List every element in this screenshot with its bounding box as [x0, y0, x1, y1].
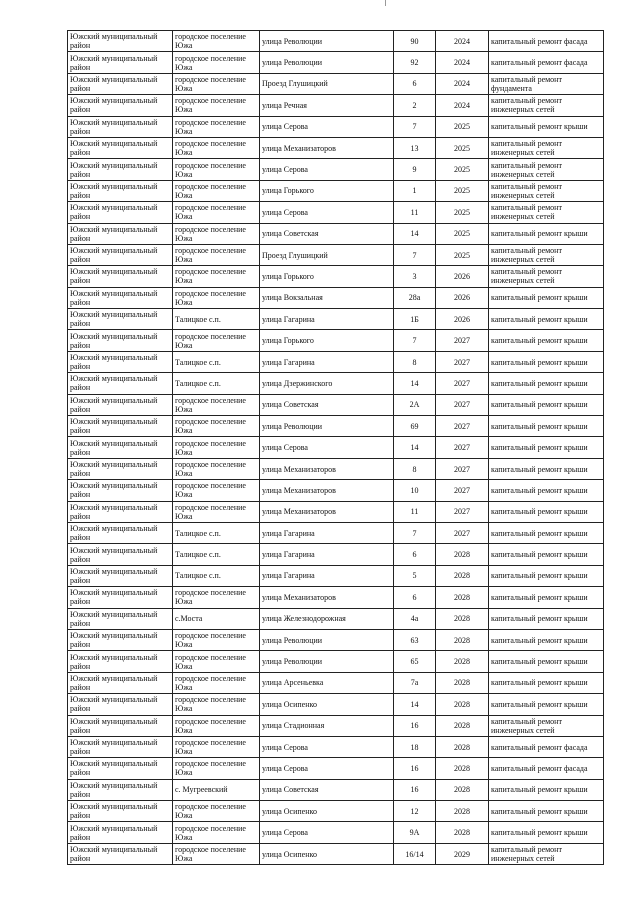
work-type-cell: капитальный ремонт крыши	[489, 672, 604, 693]
year-cell: 2028	[436, 651, 489, 672]
house-number-cell: 4а	[394, 608, 436, 629]
work-type-cell: капитальный ремонт инженерных сетей	[489, 180, 604, 201]
house-number-cell: 63	[394, 629, 436, 650]
house-number-cell: 1	[394, 180, 436, 201]
district-cell: Южский муниципальный район	[68, 202, 173, 223]
year-cell: 2024	[436, 52, 489, 73]
work-type-cell: капитальный ремонт крыши	[489, 779, 604, 800]
settlement-cell: Талицкое с.п.	[173, 351, 260, 372]
street-cell: улица Серова	[260, 159, 394, 180]
district-cell: Южский муниципальный район	[68, 544, 173, 565]
year-cell: 2028	[436, 822, 489, 843]
district-cell: Южский муниципальный район	[68, 736, 173, 757]
settlement-cell: городское поселение Южа	[173, 52, 260, 73]
street-cell: улица Советская	[260, 779, 394, 800]
settlement-cell: Талицкое с.п.	[173, 373, 260, 394]
house-number-cell: 13	[394, 137, 436, 158]
settlement-cell: городское поселение Южа	[173, 715, 260, 736]
street-cell: улица Осипенко	[260, 801, 394, 822]
table-row	[68, 672, 604, 693]
district-cell: Южский муниципальный район	[68, 244, 173, 265]
scan-artifact-mark	[385, 0, 386, 6]
district-cell: Южский муниципальный район	[68, 779, 173, 800]
year-cell: 2028	[436, 694, 489, 715]
street-cell: улица Дзержинского	[260, 373, 394, 394]
house-number-cell: 16	[394, 758, 436, 779]
district-cell: Южский муниципальный район	[68, 758, 173, 779]
street-cell: улица Гагарина	[260, 544, 394, 565]
work-type-cell: капитальный ремонт крыши	[489, 608, 604, 629]
street-cell: улица Гагарина	[260, 522, 394, 543]
work-type-cell: капитальный ремонт крыши	[489, 501, 604, 522]
district-cell: Южский муниципальный район	[68, 52, 173, 73]
work-type-cell: капитальный ремонт крыши	[489, 565, 604, 586]
house-number-cell: 11	[394, 202, 436, 223]
table-row	[68, 587, 604, 608]
table-row	[68, 501, 604, 522]
table-row	[68, 73, 604, 94]
work-type-cell: капитальный ремонт инженерных сетей	[489, 843, 604, 864]
work-type-cell: капитальный ремонт инженерных сетей	[489, 95, 604, 116]
settlement-cell: городское поселение Южа	[173, 73, 260, 94]
house-number-cell: 9А	[394, 822, 436, 843]
district-cell: Южский муниципальный район	[68, 351, 173, 372]
work-type-cell: капитальный ремонт крыши	[489, 437, 604, 458]
district-cell: Южский муниципальный район	[68, 843, 173, 864]
year-cell: 2025	[436, 159, 489, 180]
settlement-cell: городское поселение Южа	[173, 159, 260, 180]
work-type-cell: капитальный ремонт фасада	[489, 758, 604, 779]
table-row	[68, 223, 604, 244]
settlement-cell: городское поселение Южа	[173, 843, 260, 864]
year-cell: 2028	[436, 801, 489, 822]
house-number-cell: 14	[394, 223, 436, 244]
year-cell: 2026	[436, 266, 489, 287]
table-row	[68, 287, 604, 308]
year-cell: 2027	[436, 501, 489, 522]
street-cell: улица Гагарина	[260, 351, 394, 372]
house-number-cell: 6	[394, 73, 436, 94]
settlement-cell: городское поселение Южа	[173, 330, 260, 351]
settlement-cell: городское поселение Южа	[173, 480, 260, 501]
year-cell: 2028	[436, 736, 489, 757]
table-row	[68, 416, 604, 437]
house-number-cell: 6	[394, 587, 436, 608]
house-number-cell: 6	[394, 544, 436, 565]
district-cell: Южский муниципальный район	[68, 180, 173, 201]
settlement-cell: городское поселение Южа	[173, 266, 260, 287]
work-type-cell: капитальный ремонт крыши	[489, 373, 604, 394]
house-number-cell: 11	[394, 501, 436, 522]
settlement-cell: городское поселение Южа	[173, 672, 260, 693]
street-cell: улица Осипенко	[260, 694, 394, 715]
table-row	[68, 373, 604, 394]
house-number-cell: 28а	[394, 287, 436, 308]
house-number-cell: 14	[394, 437, 436, 458]
house-number-cell: 92	[394, 52, 436, 73]
house-number-cell: 16/14	[394, 843, 436, 864]
district-cell: Южский муниципальный район	[68, 416, 173, 437]
year-cell: 2027	[436, 458, 489, 479]
work-type-cell: капитальный ремонт крыши	[489, 694, 604, 715]
year-cell: 2028	[436, 758, 489, 779]
district-cell: Южский муниципальный район	[68, 287, 173, 308]
work-type-cell: капитальный ремонт крыши	[489, 822, 604, 843]
street-cell: улица Революции	[260, 31, 394, 52]
work-type-cell: капитальный ремонт инженерных сетей	[489, 266, 604, 287]
street-cell: улица Железнодорожная	[260, 608, 394, 629]
street-cell: улица Горького	[260, 266, 394, 287]
year-cell: 2027	[436, 351, 489, 372]
work-type-cell: капитальный ремонт крыши	[489, 629, 604, 650]
work-type-cell: капитальный ремонт крыши	[489, 480, 604, 501]
street-cell: улица Горького	[260, 180, 394, 201]
street-cell: улица Советская	[260, 394, 394, 415]
work-type-cell: капитальный ремонт инженерных сетей	[489, 202, 604, 223]
year-cell: 2025	[436, 137, 489, 158]
street-cell: улица Осипенко	[260, 843, 394, 864]
house-number-cell: 69	[394, 416, 436, 437]
year-cell: 2027	[436, 522, 489, 543]
settlement-cell: Талицкое с.п.	[173, 309, 260, 330]
year-cell: 2028	[436, 587, 489, 608]
house-number-cell: 14	[394, 694, 436, 715]
settlement-cell: городское поселение Южа	[173, 287, 260, 308]
street-cell: улица Вокзальная	[260, 287, 394, 308]
table-row	[68, 437, 604, 458]
settlement-cell: городское поселение Южа	[173, 202, 260, 223]
district-cell: Южский муниципальный район	[68, 373, 173, 394]
district-cell: Южский муниципальный район	[68, 608, 173, 629]
street-cell: улица Революции	[260, 416, 394, 437]
street-cell: улица Арсеньевка	[260, 672, 394, 693]
year-cell: 2025	[436, 244, 489, 265]
year-cell: 2026	[436, 287, 489, 308]
district-cell: Южский муниципальный район	[68, 694, 173, 715]
street-cell: улица Механизаторов	[260, 458, 394, 479]
house-number-cell: 7	[394, 522, 436, 543]
year-cell: 2025	[436, 202, 489, 223]
work-type-cell: капитальный ремонт инженерных сетей	[489, 159, 604, 180]
year-cell: 2028	[436, 565, 489, 586]
house-number-cell: 14	[394, 373, 436, 394]
work-type-cell: капитальный ремонт крыши	[489, 544, 604, 565]
work-type-cell: капитальный ремонт фасада	[489, 736, 604, 757]
house-number-cell: 18	[394, 736, 436, 757]
street-cell: улица Механизаторов	[260, 480, 394, 501]
street-cell: улица Серова	[260, 736, 394, 757]
table-row	[68, 779, 604, 800]
year-cell: 2027	[436, 437, 489, 458]
street-cell: улица Горького	[260, 330, 394, 351]
house-number-cell: 16	[394, 779, 436, 800]
district-cell: Южский муниципальный район	[68, 73, 173, 94]
work-type-cell: капитальный ремонт фасада	[489, 31, 604, 52]
house-number-cell: 90	[394, 31, 436, 52]
district-cell: Южский муниципальный район	[68, 116, 173, 137]
street-cell: улица Механизаторов	[260, 501, 394, 522]
year-cell: 2025	[436, 223, 489, 244]
house-number-cell: 3	[394, 266, 436, 287]
work-type-cell: капитальный ремонт инженерных сетей	[489, 137, 604, 158]
settlement-cell: городское поселение Южа	[173, 736, 260, 757]
work-type-cell: капитальный ремонт крыши	[489, 522, 604, 543]
table-row	[68, 843, 604, 864]
district-cell: Южский муниципальный район	[68, 95, 173, 116]
table-row	[68, 736, 604, 757]
table-row	[68, 116, 604, 137]
street-cell: улица Серова	[260, 758, 394, 779]
settlement-cell: Талицкое с.п.	[173, 565, 260, 586]
district-cell: Южский муниципальный район	[68, 672, 173, 693]
street-cell: улица Серова	[260, 822, 394, 843]
year-cell: 2028	[436, 715, 489, 736]
table-row	[68, 137, 604, 158]
repair-schedule-body	[68, 31, 604, 865]
year-cell: 2027	[436, 330, 489, 351]
settlement-cell: городское поселение Южа	[173, 116, 260, 137]
table-row	[68, 180, 604, 201]
district-cell: Южский муниципальный район	[68, 501, 173, 522]
settlement-cell: с. Мугреевский	[173, 779, 260, 800]
table-row	[68, 244, 604, 265]
year-cell: 2024	[436, 73, 489, 94]
year-cell: 2028	[436, 629, 489, 650]
table-row	[68, 758, 604, 779]
year-cell: 2028	[436, 608, 489, 629]
settlement-cell: Талицкое с.п.	[173, 522, 260, 543]
district-cell: Южский муниципальный район	[68, 437, 173, 458]
work-type-cell: капитальный ремонт крыши	[489, 394, 604, 415]
work-type-cell: капитальный ремонт крыши	[489, 287, 604, 308]
table-row	[68, 159, 604, 180]
district-cell: Южский муниципальный район	[68, 330, 173, 351]
district-cell: Южский муниципальный район	[68, 801, 173, 822]
table-row	[68, 715, 604, 736]
street-cell: улица Речная	[260, 95, 394, 116]
settlement-cell: городское поселение Южа	[173, 31, 260, 52]
table-row	[68, 95, 604, 116]
street-cell: улица Гагарина	[260, 309, 394, 330]
year-cell: 2029	[436, 843, 489, 864]
table-row	[68, 801, 604, 822]
house-number-cell: 65	[394, 651, 436, 672]
table-row	[68, 822, 604, 843]
table-row	[68, 651, 604, 672]
district-cell: Южский муниципальный район	[68, 587, 173, 608]
work-type-cell: капитальный ремонт крыши	[489, 587, 604, 608]
settlement-cell: городское поселение Южа	[173, 694, 260, 715]
table-row	[68, 31, 604, 52]
settlement-cell: городское поселение Южа	[173, 394, 260, 415]
repair-schedule-table	[67, 30, 604, 865]
year-cell: 2025	[436, 180, 489, 201]
house-number-cell: 2А	[394, 394, 436, 415]
district-cell: Южский муниципальный район	[68, 223, 173, 244]
work-type-cell: капитальный ремонт крыши	[489, 223, 604, 244]
street-cell: Проезд Глушицкий	[260, 244, 394, 265]
district-cell: Южский муниципальный район	[68, 394, 173, 415]
house-number-cell: 12	[394, 801, 436, 822]
house-number-cell: 7	[394, 244, 436, 265]
work-type-cell: капитальный ремонт инженерных сетей	[489, 244, 604, 265]
house-number-cell: 7а	[394, 672, 436, 693]
work-type-cell: капитальный ремонт крыши	[489, 309, 604, 330]
table-row	[68, 394, 604, 415]
table-row	[68, 480, 604, 501]
district-cell: Южский муниципальный район	[68, 522, 173, 543]
house-number-cell: 10	[394, 480, 436, 501]
table-row	[68, 52, 604, 73]
year-cell: 2027	[436, 416, 489, 437]
house-number-cell: 16	[394, 715, 436, 736]
table-row	[68, 330, 604, 351]
settlement-cell: городское поселение Южа	[173, 180, 260, 201]
year-cell: 2027	[436, 480, 489, 501]
work-type-cell: капитальный ремонт крыши	[489, 330, 604, 351]
year-cell: 2025	[436, 116, 489, 137]
settlement-cell: городское поселение Южа	[173, 244, 260, 265]
street-cell: улица Механизаторов	[260, 137, 394, 158]
street-cell: улица Серова	[260, 202, 394, 223]
settlement-cell: Талицкое с.п.	[173, 544, 260, 565]
table-row	[68, 608, 604, 629]
house-number-cell: 8	[394, 351, 436, 372]
district-cell: Южский муниципальный район	[68, 266, 173, 287]
work-type-cell: капитальный ремонт крыши	[489, 416, 604, 437]
work-type-cell: капитальный ремонт крыши	[489, 116, 604, 137]
street-cell: Проезд Глушицкий	[260, 73, 394, 94]
district-cell: Южский муниципальный район	[68, 309, 173, 330]
district-cell: Южский муниципальный район	[68, 137, 173, 158]
table-row	[68, 202, 604, 223]
settlement-cell: городское поселение Южа	[173, 758, 260, 779]
table-row	[68, 309, 604, 330]
work-type-cell: капитальный ремонт крыши	[489, 801, 604, 822]
district-cell: Южский муниципальный район	[68, 31, 173, 52]
street-cell: улица Революции	[260, 629, 394, 650]
settlement-cell: городское поселение Южа	[173, 822, 260, 843]
year-cell: 2024	[436, 95, 489, 116]
settlement-cell: городское поселение Южа	[173, 651, 260, 672]
district-cell: Южский муниципальный район	[68, 480, 173, 501]
settlement-cell: городское поселение Южа	[173, 458, 260, 479]
settlement-cell: городское поселение Южа	[173, 95, 260, 116]
table-row	[68, 522, 604, 543]
settlement-cell: городское поселение Южа	[173, 137, 260, 158]
settlement-cell: городское поселение Южа	[173, 801, 260, 822]
table-row	[68, 694, 604, 715]
table-row	[68, 565, 604, 586]
street-cell: улица Революции	[260, 52, 394, 73]
year-cell: 2028	[436, 779, 489, 800]
settlement-cell: городское поселение Южа	[173, 501, 260, 522]
district-cell: Южский муниципальный район	[68, 651, 173, 672]
street-cell: улица Революции	[260, 651, 394, 672]
street-cell: улица Стадионная	[260, 715, 394, 736]
table-row	[68, 351, 604, 372]
year-cell: 2027	[436, 373, 489, 394]
district-cell: Южский муниципальный район	[68, 715, 173, 736]
house-number-cell: 2	[394, 95, 436, 116]
house-number-cell: 1Б	[394, 309, 436, 330]
street-cell: улица Механизаторов	[260, 587, 394, 608]
table-row	[68, 266, 604, 287]
house-number-cell: 7	[394, 330, 436, 351]
work-type-cell: капитальный ремонт крыши	[489, 351, 604, 372]
work-type-cell: капитальный ремонт инженерных сетей	[489, 715, 604, 736]
district-cell: Южский муниципальный район	[68, 159, 173, 180]
work-type-cell: капитальный ремонт крыши	[489, 651, 604, 672]
settlement-cell: городское поселение Южа	[173, 416, 260, 437]
settlement-cell: городское поселение Южа	[173, 629, 260, 650]
table-row	[68, 544, 604, 565]
street-cell: улица Советская	[260, 223, 394, 244]
street-cell: улица Серова	[260, 116, 394, 137]
table-row	[68, 458, 604, 479]
settlement-cell: городское поселение Южа	[173, 587, 260, 608]
district-cell: Южский муниципальный район	[68, 458, 173, 479]
district-cell: Южский муниципальный район	[68, 565, 173, 586]
year-cell: 2028	[436, 544, 489, 565]
house-number-cell: 9	[394, 159, 436, 180]
settlement-cell: городское поселение Южа	[173, 437, 260, 458]
work-type-cell: капитальный ремонт фасада	[489, 52, 604, 73]
settlement-cell: городское поселение Южа	[173, 223, 260, 244]
settlement-cell: с.Моста	[173, 608, 260, 629]
street-cell: улица Серова	[260, 437, 394, 458]
street-cell: улица Гагарина	[260, 565, 394, 586]
work-type-cell: капитальный ремонт крыши	[489, 458, 604, 479]
year-cell: 2028	[436, 672, 489, 693]
year-cell: 2024	[436, 31, 489, 52]
work-type-cell: капитальный ремонт фундамента	[489, 73, 604, 94]
house-number-cell: 5	[394, 565, 436, 586]
district-cell: Южский муниципальный район	[68, 629, 173, 650]
house-number-cell: 7	[394, 116, 436, 137]
table-row	[68, 629, 604, 650]
house-number-cell: 8	[394, 458, 436, 479]
year-cell: 2027	[436, 394, 489, 415]
year-cell: 2026	[436, 309, 489, 330]
district-cell: Южский муниципальный район	[68, 822, 173, 843]
